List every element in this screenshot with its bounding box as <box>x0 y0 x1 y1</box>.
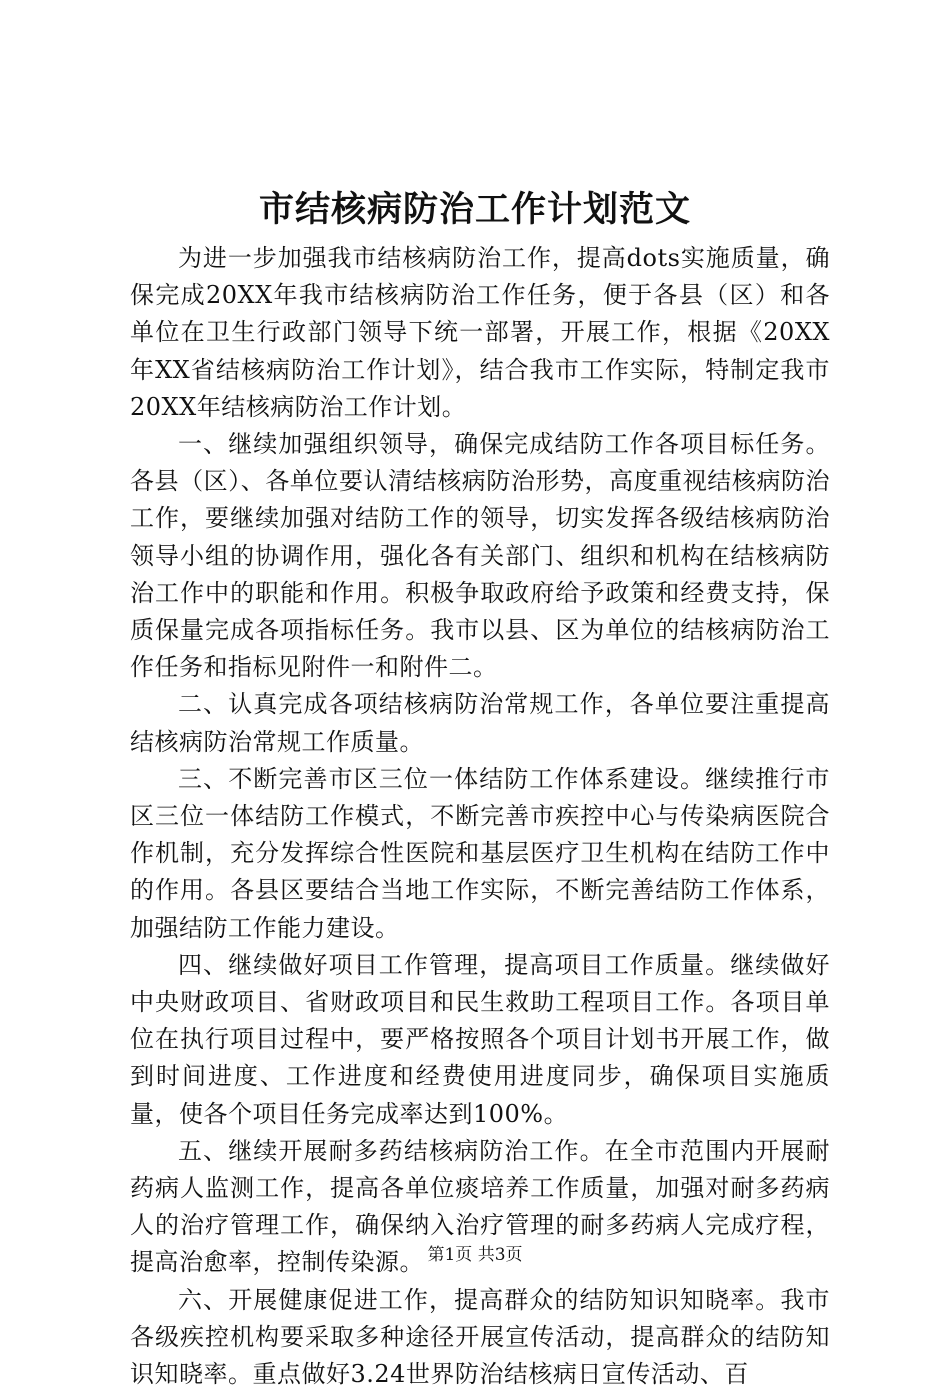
page-number-footer: 第1页 共3页 <box>427 1245 523 1265</box>
paragraph-section-1: 一、继续加强组织领导，确保完成结防工作各项目标任务。各县（区）、各单位要认清结核病防治形势，高度重视结核病防治工作，要继续加强对结防工作的领导，切实发挥各级结核病防治领导小组的协调作用，强化各有关部门、组织和机构在结核病防治工作中的职能和作用。积极争取政府给予政策和经费支持，保质保量完成各项指标任务。我市以县、区为单位的结核病防治工作任务和指标见附件一和附件二。 <box>130 430 830 682</box>
paragraph-section-4: 四、继续做好项目工作管理，提高项目工作质量。继续做好中央财政项目、省财政项目和民生救助工程项目工作。各项目单位在执行项目过程中，要严格按照各个项目计划书开展工作，做到时间进度、工作进度和经费使用进度同步，确保项目实施质量，使各个项目任务完成率达到100%。 <box>130 950 830 1128</box>
paragraph-intro: 为进一步加强我市结核病防治工作，提高dots实施质量，确保完成20XX年我市结核病防治工作任务，便于各县（区）和各单位在卫生行政部门领导下统一部署，开展工作，根据《20XX年XX省结核病防治工作计划》，结合我市工作实际，特制定我市20XX年结核病防治工作计划。 <box>130 244 830 421</box>
paragraph-section-3: 三、不断完善市区三位一体结防工作体系建设。继续推行市区三位一体结防工作模式，不断完善市疾控中心与传染病医院合作机制，充分发挥综合性医院和基层医疗卫生机构在结防工作中的作用。各县区要结合当地工作实际，不断完善结防工作体系，加强结防工作能力建设。 <box>130 764 830 942</box>
document-body <box>130 240 830 1393</box>
paragraph-section-6: 六、开展健康促进工作，提高群众的结防知识知晓率。我市各级疾控机构要采取多种途径开展宣传活动，提高群众的结防知识知晓率。重点做好3.24世界防治结核病日宣传活动、百 <box>130 1285 830 1389</box>
paragraph-section-2: 二、认真完成各项结核病防治常规工作，各单位要注重提高结核病防治常规工作质量。 <box>130 690 830 756</box>
paragraph-section-5: 五、继续开展耐多药结核病防治工作。在全市范围内开展耐药病人监测工作，提高各单位痰培养工作质量，加强对耐多药病人的治疗管理工作，确保纳入治疗管理的耐多药病人完成疗程，提高治愈率，控制传染源。 <box>130 1136 830 1277</box>
document-title: 市结核病防治工作计划范文 <box>258 189 691 230</box>
